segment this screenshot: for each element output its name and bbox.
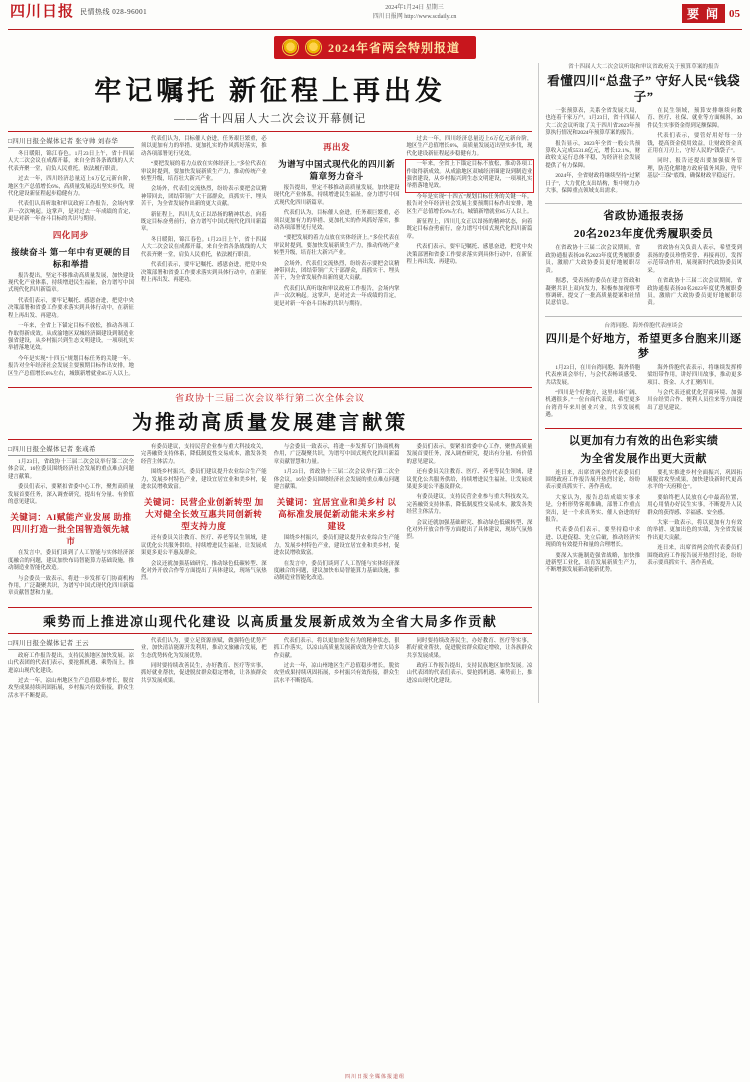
right-story-4-title-line1: 以更加有力有效的出色彩实绩 [568,434,719,447]
subheading: 关键词：AI赋能产业发展 助推四川打造一批全国智造领先城市 [10,512,132,547]
special-coverage-banner [8,36,742,59]
byline: □四川日报全媒体记者 王云 [8,638,134,650]
paragraph: 会场外，代表们交流热烈，纷纷表示要把会议精神带回去，团结带领广大干部群众，真抓实干、埋头苦干，为全省发展作出新的更大贡献。 [273,260,400,282]
right-story-2-title-line1: 省政协通报表扬 [603,210,684,223]
story-b-columns [8,444,532,601]
paragraph: 有委员建议，支持民营企业参与重大科技攻关，完善融资支持体系，降低制度性交易成本，激发各类经营主体活力。 [406,494,533,516]
story-b-col-3 [274,444,400,601]
paragraph: 与会委员一致表示，将进一步发挥专门协商机构作用，广泛凝聚共识，为谱写中国式现代化四川新篇章贡献智慧和力量。 [8,575,134,597]
paragraph: 还有委员关注教育、医疗、养老等民生领域，建议优化公共服务供给，持续增进民生福祉，让发展成果更多更公平惠及群众。 [140,535,267,557]
paragraph: 还有委员关注教育、医疗、养老等民生领域，建议优化公共服务供给，持续增进民生福祉，让发展成果更多更公平惠及群众。 [406,469,533,490]
paragraph: 海外侨胞代表表示，将继续发挥桥梁纽带作用，讲好四川故事，推动更多项目、资金、人才汇聚四川。 [647,364,743,386]
paragraph: 政府工作报告提出，支持民族地区加快发展。凉山代表团的代表们表示，要抢抓机遇、乘势而上，推进凉山现代化建设。 [406,663,533,684]
paragraph: 过去一年，四川经济总量迈上6万亿元新台阶，地区生产总值增长6%，高质量发展迈出坚实步伐，现代化建设新征程起步稳健有力。 [8,176,134,198]
section-label: 要 闻 [682,4,725,23]
paragraph: 要扎实推进乡村全面振兴，巩固拓展脱贫攻坚成果，加快建设新时代更高水平的“天府粮仓”。 [647,469,743,491]
paragraph: 在发言中，委员们谈到了人工智能与实体经济深度融合的问题，建议加快布局智能算力基础设施，推动制造业智能化改造。 [8,550,134,572]
right-story-2-columns [545,245,742,310]
paragraph: “要把发展的着力点放在实体经济上。”多位代表在审议时提到，要加快发展新质生产力，推动传统产业转型升级，培育壮大新兴产业。 [273,235,400,257]
paragraph: 在省政协十三届二次会议期间，省政协通报表扬20名2023年度优秀履职委员，激励广大政协委员更好地履职尽责。 [647,278,743,307]
right-story-4-columns [545,470,742,578]
masthead-right [682,4,740,23]
paragraph: 据悉，受表扬的委员在建言资政和凝聚共识上双向发力，积极参加视察考察调研，提交了一批高质量提案和社情民意信息。 [545,278,641,307]
right-story-3-col-1 [545,365,640,423]
story-a-col-3 [274,136,400,381]
paragraph: 围绕乡村振兴，委员们建议提升农业综合生产能力，发展乡村特色产业，建设宜居宜业和美乡村，促进农民增收致富。 [273,535,400,557]
subheading: 再出发 [323,142,351,152]
story-c-col-3 [274,638,400,703]
paragraph: 1月23日，在川台湾同胞、海外侨胞代表座谈会举行，与会代表畅谈感受、共话发展。 [545,364,641,386]
paragraph: 在民生领域，预算安排继续向教育、医疗、社保、就业等方面倾斜，30件民生实事资金得到足额保障。 [647,108,743,129]
issue-date: 2024年1月24日 星期三 [385,5,444,11]
paragraph: 同时要持续改善民生，办好教育、医疗等实事，抓好就业帮扶，促进脱贫群众稳定增收，让各族群众共享发展成果。 [406,637,533,659]
paragraph: 代表们认真听取和审议政府工作报告，会场内掌声一次次响起。这掌声，是对过去一年成绩的肯定，更是对新一年奋斗目标的共识与期待。 [8,201,134,223]
paragraph: 与会委员一致表示，将进一步发挥专门协商机构作用，广泛凝聚共识，为谱写中国式现代化四川新篇章贡献智慧和力量。 [273,443,400,465]
paragraph: 报告显示，2023年全省一般公共预算收入完成5531.8亿元，增长12.1%，财政收支运行总体平稳，为经济社会发展提供了有力保障。 [545,140,641,169]
paragraph: 连日来，出席省两会的代表委员们围绕政府工作报告展开热烈讨论，纷纷表示要真抓实干、善作善成。 [647,545,743,567]
masthead-left [10,4,147,20]
paragraph: 围绕乡村振兴，委员们建议提升农业综合生产能力，发展乡村特色产业，建设宜居宜业和美乡村，促进农民增收致富。 [140,469,267,490]
paragraph: 代表委员们表示，要坚持稳中求进、以进促稳、先立后破，推动经济实现质的有效提升和量的合理增长。 [545,527,641,549]
story-a-col-1 [8,136,134,381]
subheading: 关键词：民营企业创新转型 加大对健全长效互惠共同创新转型支持力度 [143,497,264,532]
story-b-eyebrow: 省政协十三届二次会议举行第二次全体会议 [175,392,366,403]
paragraph: 代表们表示，将以更加奋发有为的精神状态，狠抓工作落实，以凉山高质量发展新成效为全省大局多作贡献。 [273,637,400,659]
paragraph: 同时，报告还提出要加强债务管理，防范化解地方政府债务风险，兜牢基层“三保”底线，确保财政平稳运行。 [647,158,743,180]
paragraph: 要始终把人民放在心中最高位置，用心用情办好民生实事，不断提升人民群众的获得感、幸福感、安全感。 [647,494,743,516]
byline: □四川日报全媒体记者 张守帅 刘春华 [8,136,134,148]
subheading: 四化同步 [52,229,89,240]
story-c-band [8,607,532,634]
banner-text: 2024年省两会特别报道 [327,41,460,55]
masthead [8,0,742,30]
byline: □四川日报全媒体记者 张彧希 [8,444,134,456]
paragraph: 代表们表示，要牢记嘱托、感恩奋进，把党中央决策部署和省委工作要求落实到具体行动中，在新征程上再出发、再建功。 [406,244,533,266]
paragraph: 会场外，代表们交流热烈，纷纷表示要把会议精神带回去，团结带领广大干部群众，真抓实干、埋头苦干，为全省发展作出新的更大贡献。 [140,186,267,208]
story-b-headline: 为推动高质量发展建言献策 [132,411,409,434]
right-story-4-col-1 [545,470,640,578]
masthead-date [373,4,457,22]
paragraph: “四川是个好地方，这里市场广阔、机遇很多。”一位台商代表说，希望更多台湾青年来川创业兴业，共享发展机遇。 [545,389,641,419]
paragraph: 新征程上，四川儿女正以昂扬的精神状态，向着既定目标奋勇前行，奋力谱写中国式现代化四川新篇章。 [140,211,267,233]
paragraph: 有委员建议，支持民营企业参与重大科技攻关，完善融资支持体系，降低制度性交易成本，激发各类经营主体活力。 [140,443,267,465]
paragraph: 1月23日，省政协十三届二次会议举行第二次全体会议，16位委员围绕经济社会发展的重点难点问题建言献策。 [273,469,400,490]
right-story-1-columns [545,108,742,198]
right-story-3-col-2 [647,365,742,423]
national-emblem-icon-2 [305,39,322,56]
divider [545,428,742,429]
newspaper-logo: 四川日报 [10,4,75,20]
right-story-1-col-2 [647,108,742,198]
left-block [8,63,532,703]
paragraph: 代表们表示，要管好用好每一分钱，提高资金使用效益，让财政资金真正用在刀刃上，守好人民的“钱袋子”。 [647,133,743,155]
paragraph: 一张预算表，关系全省发展大局，也连着千家万户。1月23日，省十四届人大二次会议听取了关于四川省2023年预算执行情况和2024年预算草案的报告。 [545,108,641,137]
story-c-headline: 乘势而上推进凉山现代化建设 以高质量发展新成效为全省大局多作贡献 [43,613,498,629]
paragraph: 今年是实现“十四五”规划目标任务的关键一年。报告对全年经济社会发展主要预期目标作出安排，地区生产总值增长6%左右，城镇新增就业85万人以上。 [8,355,134,377]
paragraph: 代表们表示，要牢记嘱托、感恩奋进，把党中央决策部署和省委工作要求落实到具体行动中，在新征程上再出发、再建功。 [140,262,267,283]
page-number: 05 [729,7,740,20]
page-body [8,63,742,703]
paragraph: 同时要持续改善民生，办好教育、医疗等实事，抓好就业帮扶，促进脱贫群众稳定增收，让各族群众共享发展成果。 [140,663,267,684]
right-story-1-title: 看懂四川“总盘子” 守好人民“钱袋子” [547,74,741,104]
divider [545,316,742,317]
story-b-col-2 [141,444,267,601]
paragraph: 大家一致表示，将以更加有力有效的举措、更加出色的实绩，为全省发展作出更大贡献。 [647,520,743,541]
paragraph: 报告提出，坚定不移推动高质量发展，加快建设现代化产业体系，持续增进民生福祉，奋力谱写中国式现代化四川新篇章。 [8,272,134,294]
paragraph: 过去一年，凉山州地区生产总值稳步增长，脱贫攻坚成果持续巩固拓展，乡村振兴有效衔接，群众生活水平不断提高。 [273,663,400,684]
paragraph: 新征程上，四川儿女正以昂扬的精神状态，向着既定目标奋勇前行，奋力谱写中国式现代化四川新篇章。 [406,219,533,240]
subheading: 为谱写中国式现代化的四川新篇章努力奋斗 [278,159,396,181]
paragraph: 大家认为，报告总结成绩实事求是，分析形势客观准确，部署工作重点突出，是一个求真务实、催人奋进的好报告。 [545,494,641,523]
paragraph: 政府工作报告提出，支持民族地区加快发展。凉山代表团的代表们表示，要抢抓机遇、乘势而上，推进凉山现代化建设。 [8,652,134,674]
hotline-text: 民情热线 028-96001 [80,8,148,16]
story-c-col-2 [141,638,267,703]
paragraph: 报告提出，坚定不移推动高质量发展，加快建设现代化产业体系，持续增进民生福祉，奋力谱写中国式现代化四川新篇章。 [273,185,400,206]
divider [545,203,742,204]
website-url: 四川日报网 http://www.scdaily.cn [372,14,457,20]
paragraph: 一年来，全省上下锚定目标不放松，推动各项工作取得新成效。从成渝地区双城经济圈建设到制造业强省建设，从乡村振兴到生态文明建设，一项项扎实举措落地见效。 [8,323,134,352]
story-a-columns [8,136,532,381]
right-story-1-kicker: 省十四届人大二次会议听取和审议省政府关于预算草案的报告 [568,64,720,70]
paragraph: 代表们认为，要立足资源禀赋，做强特色优势产业，加快清洁能源开发利用，推动文旅融合发展，把生态优势转化为发展优势。 [140,637,267,659]
banner-inner [274,36,476,59]
story-c-col-1 [8,638,134,703]
national-emblem-icon [282,39,299,56]
right-story-3-columns [545,365,742,423]
paragraph: 冬日暖阳，锦江春色。1月23日上午，省十四届人大二次会议在成都开幕，来自全省各条战线的人大代表齐聚一堂，肩负人民重托，依法履行职责。 [140,236,267,258]
right-story-2-col-1 [545,245,640,310]
subheading: 接续奋斗 第一年中有更硬的目标和举措 [11,246,131,269]
paragraph: 代表们表示，要牢记嘱托、感恩奋进，把党中央决策部署和省委工作要求落实到具体行动中，在新征程上再出发、再建功。 [8,297,134,319]
right-story-4-title-line2: 为全省发展作出更大贡献 [580,452,707,465]
paragraph: 委员们表示，要紧扣省委中心工作，聚焦高质量发展首要任务，深入调查研究，提出有分量、有价值的意见建议。 [406,443,533,465]
story-b-band [8,387,532,440]
paragraph: 过去一年，四川经济总量迈上6万亿元新台阶，地区生产总值增长6%，高质量发展迈出坚实步伐，现代化建设新征程起步稳健有力。 [406,136,533,157]
paragraph: 代表们认为，目标催人奋进，任务艰巨繁重，必须以更加有力的举措、更加扎实的作风抓好落实，推动各项部署见行见效。 [140,136,267,157]
story-c-columns [8,638,532,703]
right-story-3-kicker: 台湾同胞、海外侨胞代表座谈会 [604,322,683,329]
paragraph: 会议还就加强基础研究、推动绿色低碳转型、深化对外开放合作等方面提出了具体建议，现场气氛热烈。 [140,560,267,582]
paragraph: 今年是实现“十四五”规划目标任务的关键一年。报告对全年经济社会发展主要预期目标作出安排，地区生产总值增长6%左右，城镇新增就业85万人以上。 [406,193,533,215]
right-story-3-title: 四川是个好地方，希望更多台胞来川逐梦 [545,332,742,360]
right-story-4-col-2 [647,470,742,578]
paragraph: 在省政协十三届二次会议期间，省政协通报表扬20名2023年度优秀履职委员，激励广大政协委员更好地履职尽责。 [545,245,641,274]
paragraph: 委员们表示，要紧扣省委中心工作，聚焦高质量发展首要任务，深入调查研究，提出有分量、有价值的意见建议。 [8,484,134,505]
right-story-2-title-line2: 20名2023年度优秀履职委员 [573,228,714,241]
subheading: 关键词：宜居宜业和美乡村 以高标准发展促新动能未来乡村建设 [276,497,397,532]
right-story-2-col-2 [647,245,742,310]
paragraph: 代表们认真听取和审议政府工作报告，会场内掌声一次次响起。这掌声，是对过去一年成绩的肯定，更是对新一年奋斗目标的共识与期待。 [273,285,400,307]
story-a-subhead: ——省十四届人大二次会议开幕侧记 [174,113,367,125]
paragraph: 会议还就加强基础研究、推动绿色低碳转型、深化对外开放合作等方面提出了具体建议，现场气氛热烈。 [406,519,533,541]
paragraph: 1月23日，省政协十三届二次会议举行第二次全体会议，16位委员围绕经济社会发展的重点难点问题建言献策。 [8,458,134,480]
paragraph: 要深入实施制造强省战略，加快推进新型工业化，培育发展新质生产力，不断增强发展新动能新优势。 [545,552,641,574]
paragraph: 在发言中，委员们谈到了人工智能与实体经济深度融合的问题，建议加快布局智能算力基础设施，推动制造业智能化改造。 [273,560,400,582]
story-a-col-4 [407,136,533,381]
paragraph: 省政协有关负责人表示，希望受到表扬的委员珍惜荣誉、再接再厉，发挥示范带动作用，展现新时代政协委员风采。 [647,245,743,274]
story-a-headline: 牢记嘱托 新征程上再出发 [94,76,447,106]
paragraph: 连日来，出席省两会的代表委员们围绕政府工作报告展开热烈讨论，纷纷表示要真抓实干、善作善成。 [545,469,641,491]
paragraph: 冬日暖阳，锦江春色。1月23日上午，省十四届人大二次会议在成都开幕，来自全省各条战线的人大代表齐聚一堂，肩负人民重托，依法履行职责。 [8,151,134,172]
paragraph: 2024年，全省财政将继续坚持“过紧日子”，大力优化支出结构，集中财力办大事，保障重点领域支出需求。 [545,173,641,195]
story-b-col-1 [8,444,134,601]
paragraph: “要把发展的着力点放在实体经济上。”多位代表在审议时提到，要加快发展新质生产力，推动传统产业转型升级，培育壮大新兴产业。 [140,161,267,183]
story-a-col-2 [141,136,267,381]
highlighted-paragraph: 一年来，全省上下锚定目标不放松，推动各项工作取得新成效。从成渝地区双城经济圈建设到制造业强省建设，从乡村振兴到生态文明建设，一项项扎实举措落地见效。 [406,161,533,190]
paragraph: 与会代表还就优化营商环境、加强川台经贸合作、便利人员往来等方面提出了意见建议。 [647,389,743,411]
story-b-col-4 [407,444,533,601]
right-column [538,63,742,703]
divider [8,131,532,132]
paragraph: 代表们认为，目标催人奋进，任务艰巨繁重，必须以更加有力的举措、更加扎实的作风抓好落实，推动各项部署见行见效。 [273,210,400,232]
paragraph: 过去一年，凉山州地区生产总值稳步增长，脱贫攻坚成果持续巩固拓展，乡村振兴有效衔接，群众生活水平不断提高。 [8,678,134,699]
right-story-1-col-1 [545,108,640,198]
page-footer: 四川日报全媒体报道组 [344,1075,405,1080]
story-c-col-4 [407,638,533,703]
